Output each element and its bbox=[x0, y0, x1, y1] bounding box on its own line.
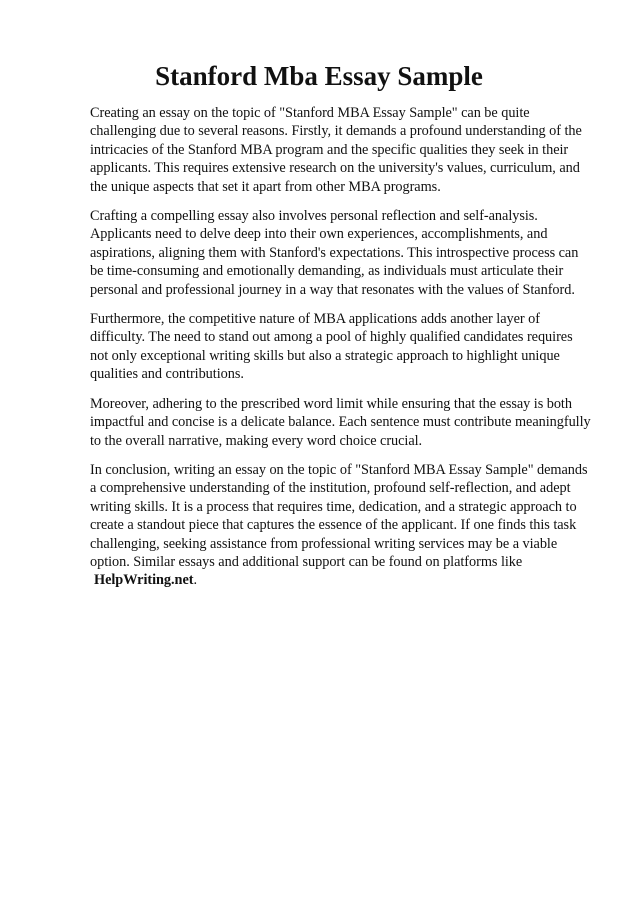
document-title: Stanford Mba Essay Sample bbox=[155, 61, 483, 91]
paragraph-2: Crafting a compelling essay also involves personal reflection and self-analysis. Applicants need to delve deep into their own experiences, accomplishments, and aspirations, aligning them with Stanford's expectations. This introspective process can be time-consuming and emotionally demanding, as individuals must articulate their personal and professional journey in a way that resonates with the values of Stanford. bbox=[90, 208, 579, 298]
helpwriting-link[interactable]: HelpWriting.net bbox=[94, 572, 194, 589]
paragraph-4: Moreover, adhering to the prescribed word limit while ensuring that the essay is both impactful and concise is a delicate balance. Each sentence must contribute meaningfully to the overall narrative, making every word choice crucial. bbox=[90, 395, 591, 449]
conclusion-text: In conclusion, writing an essay on the topic of "Stanford MBA Essay Sample" demands a comprehensive understanding of the institution, profound self-reflection, and adept writing skills. It is a process that requires time, dedication, and a strategic approach to create a standout piece that captures the essence of the applicant. If one finds this task challenging, seeking assistance from professional writing services may be a viable option. Similar essays and additional support can be found on platforms like bbox=[90, 461, 588, 570]
conclusion-end: . bbox=[193, 572, 197, 589]
paragraph-conclusion bbox=[90, 461, 594, 590]
document-body bbox=[90, 104, 594, 601]
paragraph-3: Furthermore, the competitive nature of MBA applications adds another layer of difficulty. The need to stand out among a pool of highly qualified candidates requires not only exceptional writing skills but also a strategic approach to highlight unique qualities and contributions. bbox=[90, 311, 573, 383]
paragraph-1: Creating an essay on the topic of "Stanford MBA Essay Sample" can be quite challenging due to several reasons. Firstly, it demands a profound understanding of the intricacies of the Stanford MBA program and the specific qualities they seek in their applicants. This requires extensive research on the university's values, curriculum, and the unique aspects that set it apart from other MBA programs. bbox=[90, 105, 582, 195]
